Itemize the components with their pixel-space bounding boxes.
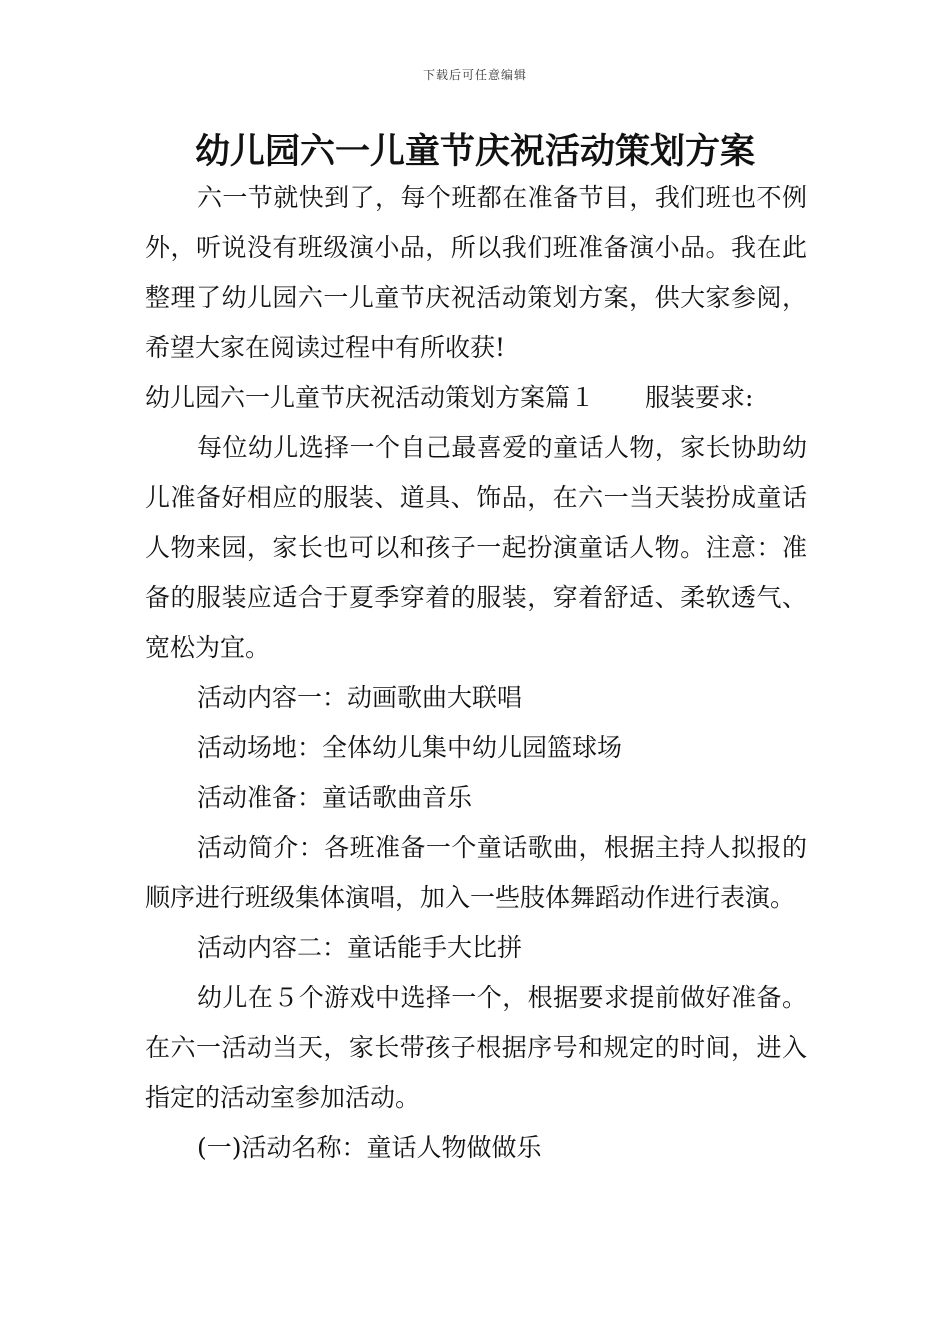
sub-activity-one-title: (一)活动名称：童话人物做做乐: [197, 1133, 542, 1162]
activity-one-venue: 活动场地：全体幼儿集中幼儿园篮球场: [197, 733, 623, 762]
costume-paragraph: 每位幼儿选择一个自己最喜爱的童话人物，家长协助幼儿准备好相应的服装、道具、饰品，在六一当天装扮成童话人物来园，家长也可以和孩子一起扮演童话人物。注意：准备的服装应适合于夏季穿着的服装，穿着舒适、柔软透气、宽松为宜。: [145, 433, 807, 662]
intro-paragraph: 六一节就快到了，每个班都在准备节目，我们班也不例外，听说没有班级演小品，所以我们班准备演小品。我在此整理了幼儿园六一儿童节庆祝活动策划方案，供大家参阅，希望大家在阅读过程中有所收获!: [145, 183, 807, 362]
document-title: 幼儿园六一儿童节庆祝活动策划方案: [194, 132, 755, 172]
section-heading-line: 幼儿园六一儿童节庆祝活动策划方案篇１ 服装要求:: [145, 383, 754, 412]
activity-one-title: 活动内容一：动画歌曲大联唱: [197, 683, 523, 712]
activity-one-description: 活动简介：各班准备一个童话歌曲，根据主持人拟报的顺序进行班级集体演唱，加入一些肢体舞蹈动作进行表演。: [145, 833, 807, 912]
activity-one-preparation: 活动准备：童话歌曲音乐: [197, 783, 473, 812]
activity-two-title: 活动内容二：童话能手大比拼: [197, 933, 523, 962]
document-body: [145, 173, 807, 1173]
header-note: 下载后可任意编辑: [422, 68, 527, 82]
activity-two-description: 幼儿在５个游戏中选择一个，根据要求提前做好准备。在六一活动当天，家长带孩子根据序号和规定的时间，进入指定的活动室参加活动。: [145, 983, 807, 1112]
